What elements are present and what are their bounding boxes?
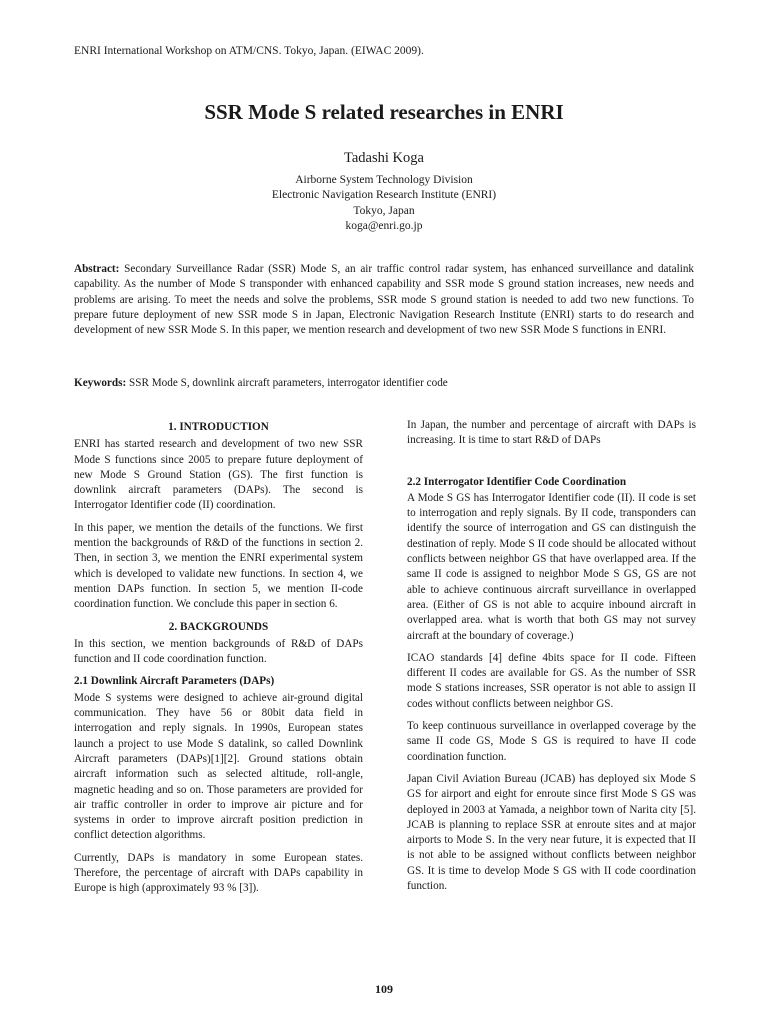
subsection-heading-daps: 2.1 Downlink Aircraft Parameters (DAPs) [74,675,275,688]
author-name: Tadashi Koga [344,150,424,166]
affiliation-institute: Electronic Navigation Research Institute (ENRI) [271,189,497,202]
left-column [74,418,363,904]
abstract-text: Secondary Surveillance Radar (SSR) Mode S, an air traffic control radar system, has enhanced surveillance and datalink capability. As the number of Mode S transponder with enhanced capability and SSR mode S ground station increases, new needs and problems are arising. To meet the needs and solve the problems, SSR mode S ground station is needed to add two new functions. To prepare future deployment of new SSR mode S in Japan, Electronic Navigation Research Institute (ENRI) starts to do research and development of new SSR Mode S. In this paper, we mention research and development of two new SSR Mode S functions in ENRI. [74,263,695,337]
paper-title: SSR Mode S related researches in ENRI [204,100,564,124]
paragraph: In this paper, we mention the details of the functions. We first mention the backgrounds of R&D of the functions in section 2. Then, in section 3, we mention the ENRI experimental system which is developed to validate new functions. In section 4, we mention DAPs function. In section 5, we mention II-code coordination function. We conclude this paper in section 6. [74,521,363,611]
paragraph: Japan Civil Aviation Bureau (JCAB) has deployed six Mode S GS for airport and eight for enroute since first Mode S GS was deployed in 2003 at Yamada, a neighbor town of Narita city [5]. JCAB is planning to replace SSR at enroute sites and at major airports to Mode S. In the very near future, it is expected that II is not able to be assigned without conflicts between neighbor GS. It is time to develop Mode S GS with II code coordination function. [407,772,696,893]
abstract [74,262,694,338]
author-email[interactable]: koga@enri.go.jp [345,219,423,232]
subsection-heading-ii-code: 2.2 Interrogator Identifier Code Coordination [407,475,627,488]
paragraph: To keep continuous surveillance in overlapped coverage by the same II code GS, Mode S GS is required to have II code coordination function. [407,720,696,763]
paragraph: In this section, we mention backgrounds of R&D of DAPs function and II code coordination function. [74,637,363,666]
keywords-text: SSR Mode S, downlink aircraft parameters, interrogator identifier code [129,377,448,389]
paragraph: ENRI has started research and development of two new SSR Mode S functions since 2005 to prepare future deployment of new Mode S Ground Station (GS). The first function is downlink aircraft parameters (DAPs). The second is Interrogator Identifier code (II) coordination. [74,438,363,512]
keywords-label: Keywords: [74,377,127,389]
abstract-label: Abstract: [74,263,120,275]
paragraph: Mode S systems were designed to achieve air-ground digital communication. They have 56 or 80bit data field in interrogation and reply signals. In 1990s, European states launch a project to use Mode S datalink, so called Downlink Aircraft parameters (DAPs)[1][2]. Ground stations obtain aircraft information such as selected altitude, roll-angle, magnetic heading and so on. Those parameters are provided for air traffic controller in order to improve air picture and for systems in order to improve aircraft position prediction in conflict detection algorithms. [74,691,363,842]
right-column [407,418,696,901]
affiliation-division: Airborne System Technology Division [295,174,473,186]
affiliation-location: Tokyo, Japan [353,204,415,217]
paragraph: Currently, DAPs is mandatory in some European states. Therefore, the percentage of aircraft with DAPs capability in Europe is high (approximately 93 % [3]). [74,851,363,895]
section-heading-introduction: 1. INTRODUCTION [168,421,269,433]
paragraph: In Japan, the number and percentage of aircraft with DAPs is increasing. It is time to start R&D of DAPs [407,419,696,447]
paragraph: ICAO standards [4] define 4bits space for II code. Fifteen different II codes are available for GS. As the number of SSR mode S stations increases, SSR operator is not able to assign II codes without conflicts between neighbor GS. [407,651,696,710]
keywords [74,376,694,391]
running-header: ENRI International Workshop on ATM/CNS. Tokyo, Japan. (EIWAC 2009). [74,45,424,57]
section-heading-backgrounds: 2. BACKGROUNDS [168,620,269,633]
page-number: 109 [375,982,393,996]
author-block [0,150,768,234]
paragraph: A Mode S GS has Interrogator Identifier code (II). II code is set to interrogation and reply signals. By II code, transponders can identify the source of interrogation and GS can distinguish the destination of reply. Mode S II code should be allocated without conflicts between neighbor GS that have overlapped area. If the same II code is assigned to neighbor Mode S GS, GS are not able to achieve continuous aircraft surveillance in overlapped area. (Either of GS is not able to acquire inbound aircraft in overlapped area. what is worth that both GS may not survey aircraft at the boundary of coverage.) [407,491,696,642]
